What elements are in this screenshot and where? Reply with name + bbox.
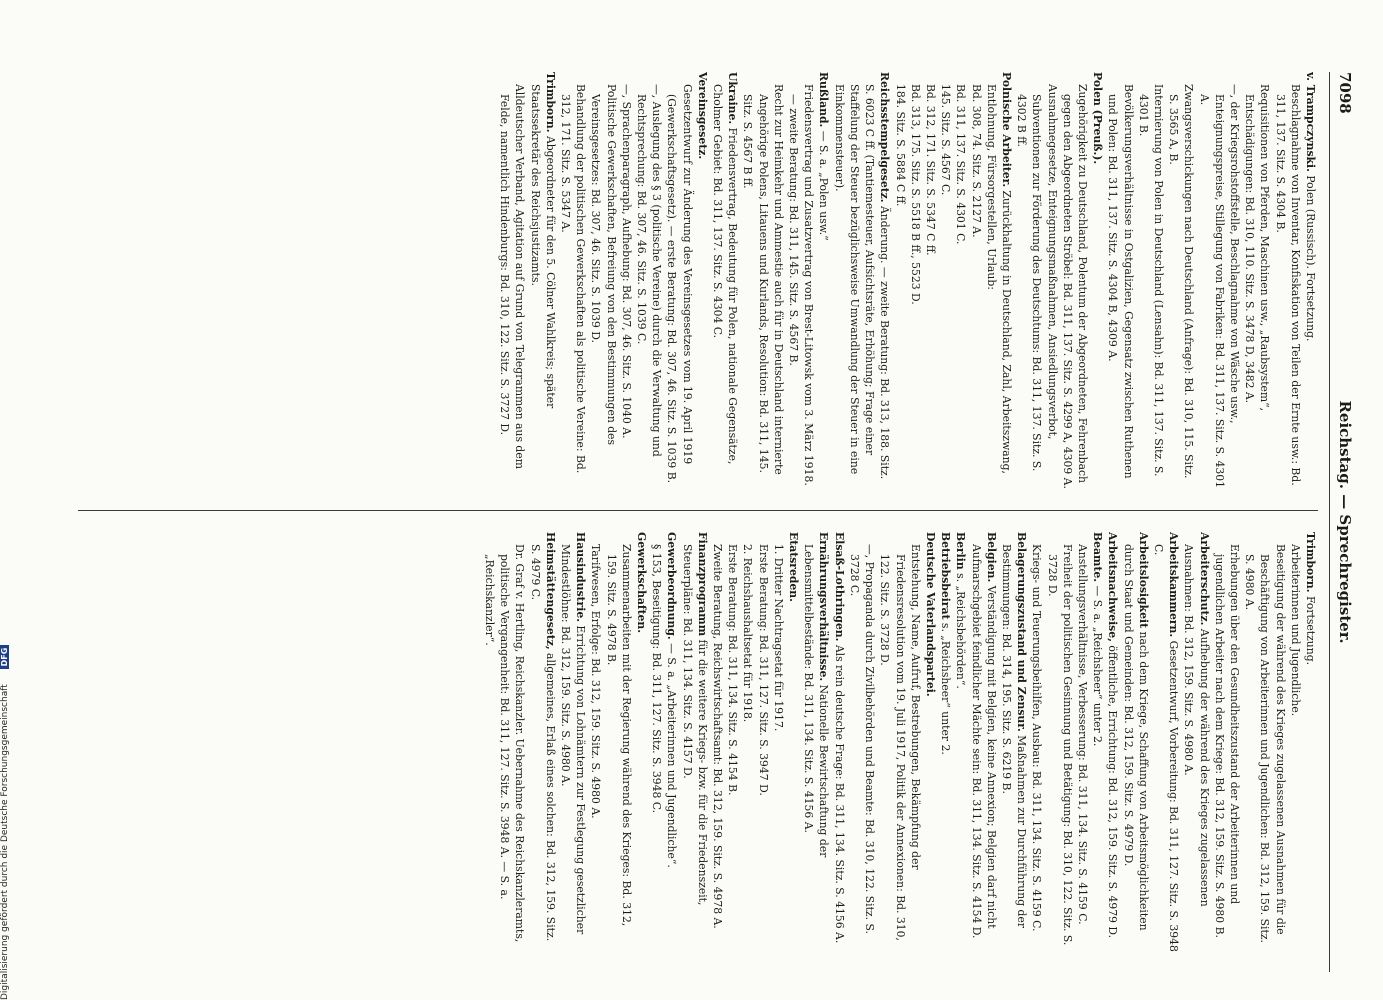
- index-entry: [755, 532, 770, 952]
- entry-text: Arbeiterinnen und Jugendliche.: [1288, 544, 1302, 717]
- entry-text: Änderung. — zweite Beratung: Bd. 313, 188. Sitz. S. 6023 C ff. (Tantiemesteuer, Aufsichtsräte, Erhöhung; Frage einer Staffelung der Steuer bezüglichsweise Umwandlung der Steuer in eine Einkommensteuer).: [832, 84, 892, 480]
- entry-keyword: Arbeitsnachweise,: [1106, 532, 1120, 642]
- entry-text: Kriegs- und Teuerungsbeihilfen, Ausbau: Bd. 311, 134. Sitz. S. 4159 C.: [1030, 544, 1044, 932]
- digitization-note-text: Digitalisierung gefördert durch die Deutsche Forschungsgemeinschaft: [0, 684, 10, 1000]
- entry-text: Polen (Russisch). Fortsetzung.: [1304, 171, 1317, 342]
- entry-text: Zweite Beratung, Reichswirtschaftsamt: Bd. 312, 159. Sitz. S. 4978 A.: [711, 544, 725, 929]
- entry-text: Zwangsverschickungen nach Deutschland (Anfrage): Bd. 310, 115. Sitz. S. 3565 A, B.: [1167, 84, 1196, 479]
- header-rule: [1329, 72, 1330, 972]
- entry-keyword: Finanzprogramm: [695, 532, 709, 637]
- index-entry: [740, 72, 786, 492]
- entry-keyword: Belagerungszustand und Zensur.: [1015, 532, 1029, 732]
- index-entry: [497, 72, 527, 492]
- entry-text: Beseitigung der während des Krieges zugelassenen Ausnahmen für die Beschäftigung von Arbeiterinnen und Jugendlichen: Bd. 312, 159. Sitz. S. 4980 A.: [1243, 544, 1287, 943]
- index-entry: [847, 532, 877, 952]
- entry-keyword: Hausindustrie.: [574, 532, 588, 622]
- index-entry: [1075, 532, 1090, 952]
- entry-text: — S. a. „Arbeiterinnen und Jugendliche“.: [665, 639, 679, 868]
- entry-text: Zugehörigkeit zu Deutschland, Polentum der Abgeordneten, Fehrenbach gegen den Abgeordneten Ströbel: Bd. 311, 137. Sitz. S. 4299 A, 4309 A.: [1060, 84, 1089, 489]
- entry-keyword: Heimstättengesetz,: [543, 532, 557, 650]
- index-entry: [1288, 532, 1303, 952]
- index-entry: [710, 532, 725, 952]
- entry-keyword: Polen (Preuß.).: [1091, 72, 1105, 165]
- entry-keyword: Deutsche Vaterlandspartei.: [923, 532, 937, 697]
- entry-text: Errichtung von Lohnämtern zur Festlegung gesetzlicher Mindestlöhne: Bd. 312, 159. Sitz. S. 4980 A.: [559, 544, 588, 935]
- index-entry: [679, 532, 709, 952]
- index-entry: [968, 72, 983, 492]
- entry-text: Als rein deutsche Frage: Bd. 311, 134. Sitz. S. 4156 A.: [832, 641, 846, 944]
- right-column: [78, 532, 1318, 952]
- index-entry: [938, 532, 953, 952]
- entry-text: Verständigung mit Belgien, keine Annexion; Belgien darf nicht Aufmarschgebiet feindlicher Mächte sein: Bd. 311, 134. Sitz. S. 4154 D.: [969, 544, 998, 939]
- index-entry: [588, 532, 603, 952]
- index-entry: [1090, 72, 1105, 492]
- entry-keyword: Trimborn.: [1304, 532, 1317, 593]
- left-column: [78, 72, 1318, 492]
- entry-keyword: Ukraine.: [726, 72, 740, 125]
- entry-text: Gesetzentwurf zur Änderung des Vereinsgesetzes vom 19. April 1919 (Gewerkschaftsgesetz). — erste Beratung: Bd. 307, 46. Sitz. S. 1039 B.: [665, 84, 694, 484]
- entry-text: s. „Reichsheer“ unter 2.: [939, 619, 953, 755]
- index-entry: [832, 532, 847, 952]
- entry-text: Beschlagnahme von Inventar, Konfiskation von Teilen der Ernte usw.: Bd. 311, 137. Sitz. S. 4304 B.: [1273, 84, 1302, 486]
- index-entry: [1181, 532, 1211, 952]
- index-entry: [634, 72, 664, 492]
- entry-keyword: Etatsreden.: [787, 532, 801, 602]
- index-entry: [649, 532, 664, 952]
- index-entry: [832, 72, 893, 492]
- page-number: 7098: [1336, 72, 1354, 114]
- index-entry: [923, 72, 938, 492]
- entry-text: Entstehung, Name, Aufruf, Bestrebungen, Bekämpfung der Friedensresolution vom 19. Juli 1917, Politik der Annexionen: Bd. 310, 122. Sitz. S. 3728 D.: [878, 544, 922, 941]
- entry-text: Politische Gewerkschaften, Befreiung von den Bestimmungen des Vereinsgesetzes: Bd. 307, 46. Sitz. S. 1039 D.: [589, 84, 618, 446]
- index-entry: [588, 72, 618, 492]
- entry-text: Aufhebung der während des Krieges zugelassenen Ausnahmen: Bd. 312, 159. Sitz. S. 4980 A.: [1182, 544, 1211, 907]
- entry-text: allgemeines, Erlaß eines solchen: Bd. 312, 159. Sitz. S. 4979 C.: [528, 544, 557, 942]
- entry-keyword: Belgien.: [984, 532, 998, 583]
- entry-text: Tarifwesen, Erfolge: Bd. 312, 159. Sitz. S. 4980 A.: [589, 544, 603, 819]
- entry-text: nach dem Kriege, Schaffung von Arbeitsmöglichkeiten durch Staat und Gemeinden: Bd. 312, 159. Sitz. S. 4979 D.: [1121, 544, 1150, 931]
- index-entry: [968, 532, 998, 952]
- index-entry: [1060, 72, 1090, 492]
- index-entry: [1105, 72, 1135, 492]
- entry-text: Anstellungsverhältnisse, Verbesserung: Bd. 311, 134. Sitz. S. 4159 C.: [1075, 544, 1089, 925]
- index-entry: [527, 72, 557, 492]
- index-entry: [740, 532, 755, 952]
- index-entry: [1242, 72, 1272, 492]
- entry-text: Fortsetzung.: [1304, 592, 1317, 666]
- index-entry: [558, 532, 588, 952]
- index-entry: [1303, 532, 1318, 952]
- index-entry: [1029, 532, 1044, 952]
- entry-keyword: Reichsstempelgesetz.: [878, 72, 892, 203]
- entry-keyword: Beamte.: [1091, 532, 1105, 583]
- entry-keyword: Vereinsgesetz.: [695, 72, 709, 160]
- index-entry: [482, 532, 528, 952]
- entry-text: öffentliche, Errichtung: Bd. 312, 159. Sitz. S. 4979 D.: [1106, 641, 1120, 939]
- index-entry: [725, 532, 740, 952]
- entry-keyword: Gewerbeordnung.: [665, 532, 679, 640]
- index-entry: [984, 72, 1014, 492]
- index-entry: [527, 532, 557, 952]
- entry-text: —, der Kriegsrohstoffstelle, Beschlagnahme von Wäsche usw., Enteignungspreise, Stillegung von Fabriken: Bd. 311, 137. Sitz. S. 4301 A.: [1197, 84, 1241, 489]
- index-entry: [558, 72, 588, 492]
- entry-text: 145. Sitz. S. 4567 C.: [939, 84, 953, 196]
- entry-text: Erste Beratung: Bd. 311, 134. Sitz. S. 4154 B.: [726, 544, 740, 796]
- entry-text: Bd. 313, 175. Sitz. S. 5518 B ff., 5523 D.: [908, 84, 922, 305]
- entry-text: Erhebungen über den Gesundheitszustand der Arbeiterinnen und jugendlichen Arbeiter nach dem Kriege: Bd. 312, 159. Sitz. S. 4980 B.: [1212, 544, 1241, 938]
- index-entry: [1272, 72, 1302, 492]
- index-entry: [801, 532, 831, 952]
- entry-text: Recht zur Heimkehr und Ammestie auch für in Deutschland internierte Angehörige Polens, Litauens und Kurlands, Resolution: Bd. 311, 145. Sitz. S. 4567 B ff.: [741, 84, 785, 475]
- entry-text: —, Auslegung des § 3 (politische Vereine) durch die Verwaltung und Rechtsprechung: Bd. 307, 46. Sitz. S. 1039 C.: [635, 84, 664, 457]
- entry-keyword: Rußland.: [817, 72, 831, 128]
- entry-keyword: Polnische Arbeiter.: [999, 72, 1013, 188]
- entry-text: Dr. Graf v. Hertling, Reichskanzler. Uebernahme des Reichskanzleramts, politische Vergangenheit: Bd. 311, 127. Sitz. S. 3948 A. — S. a. „Reichskanzler“.: [483, 544, 527, 943]
- index-entry: [664, 532, 679, 952]
- entry-keyword: Elsaß-Lothringen.: [832, 532, 846, 642]
- index-entry: [786, 72, 816, 492]
- entry-text: Zusammenarbeiten mit der Regierung während des Krieges: Bd. 312, 159. Sitz. S. 4978 B.: [604, 544, 633, 927]
- entry-text: 2. Reichshaushaltsetat für 1918.: [741, 544, 755, 723]
- rotated-page-content: [68, 72, 1358, 972]
- entry-text: Bd. 312, 171. Sitz. S. 5347 C ff.: [923, 84, 937, 256]
- entry-keyword: Gewerkschaften.: [635, 532, 649, 634]
- index-entry: [938, 72, 953, 492]
- index-entry: [1136, 72, 1166, 492]
- entry-text: Abgeordneter für den 5. Cölner Wahlkreis; später Staatssekretär des Reichsjustizamts.: [528, 84, 557, 409]
- index-entry: [953, 532, 968, 952]
- entry-text: 1. Dritter Nachtragsetat für 1917.: [771, 544, 785, 732]
- page-title: Reichstag. — Sprechregister.: [1336, 400, 1354, 644]
- entry-text: —, Sprachenparagraph, Aufhebung: Bd. 307, 46. Sitz. S. 1040 A.: [619, 84, 633, 439]
- page-header: [1328, 72, 1358, 972]
- index-entry: [999, 532, 1029, 952]
- index-entry: [619, 72, 634, 492]
- entry-keyword: Betriebsbeirat: [939, 532, 953, 620]
- entry-text: Freiheit der politischen Gesinnung und Betätigung: Bd. 310, 122. Sitz. S. 3728 D.: [1045, 544, 1074, 946]
- index-entry: [603, 532, 633, 952]
- index-entry: [1105, 532, 1120, 952]
- index-entry: [1212, 532, 1242, 952]
- index-entry: [1166, 72, 1196, 492]
- index-entry: [1014, 72, 1060, 492]
- side-note-wrapper: [0, 0, 14, 1000]
- entry-text: Bevölkerungsverhältnisse in Ostgalizien, Gegensatz zwischen Ruthenen und Polen: Bd. 311, 137. Sitz. S. 4304 B, 4309 A.: [1106, 84, 1135, 479]
- entry-text: Zurückhaltung in Deutschland, Zahl, Arbeitszwang, Entlohnung, Fürsorgestellen, Urlaub:: [984, 84, 1013, 474]
- index-entry: [695, 72, 710, 492]
- index-entry: [664, 72, 694, 492]
- index-entry: [710, 72, 740, 492]
- entry-text: Maßnahmen zur Durchführung der Bestimmungen: Bd. 314, 195. Sitz. S. 6219 B.: [999, 544, 1029, 929]
- column-divider: [78, 510, 1318, 511]
- index-entry: [1044, 532, 1074, 952]
- index-entry: [1151, 532, 1181, 952]
- entry-text: Requisitionen von Pferden, Maschinen usw., „Raubsystem“, Entschädigungen: Bd. 310, 110. Sitz. S. 3478 D, 3482 A.: [1243, 84, 1272, 412]
- index-entry: [877, 532, 923, 952]
- entry-text: für die weitere Kriegs- bzw. für die Friedenszeit, Steuerpläne: Bd. 311, 134. Sitz. S. 4157 D.: [680, 544, 709, 906]
- entry-text: Bd. 311, 137. Sitz. S. 4301 C.: [954, 84, 968, 245]
- entry-text: s. „Reichsbehörden“.: [954, 569, 968, 689]
- entry-text: Nationelle Bewirtschaftung der Lebensmittelbestände: Bd. 311, 134. Sitz. S. 4156 A.: [802, 544, 831, 858]
- index-entry: [1120, 532, 1150, 952]
- index-entry: [923, 532, 938, 952]
- index-entry: [634, 532, 649, 952]
- index-entry: [1090, 532, 1105, 952]
- entry-text: Internierung von Polen in Deutschland (Lensahn): Bd. 311, 137. Sitz. S. 4301 B.: [1136, 84, 1165, 477]
- entry-text: Ausnahmegesetze, Enteignungsmaßnahmen, Ansiedlungsverbot, Subventionen zur Förderung des Deutschtums: Bd. 311, 137. Sitz. S. 4302 B ff.: [1015, 84, 1059, 472]
- entry-text: Alldeutscher Verband, Agitation auf Grund von Telegrammen aus dem Felde, namentlich Hindenburgs: Bd. 310, 122. Sitz. S. 3727 D.: [498, 84, 527, 469]
- index-entry: [786, 532, 801, 952]
- entry-text: — S. a. „Polen usw.“: [817, 127, 831, 241]
- digitization-note: [0, 0, 10, 1000]
- entry-text: Bd. 308, 74. Sitz. S. 2127 A.: [969, 84, 983, 238]
- index-entry: [953, 72, 968, 492]
- index-entry: [892, 72, 907, 492]
- entry-text: —, Propaganda durch Zivilbehörden und Beamte: Bd. 310, 122. Sitz. S. 3728 C.: [847, 544, 877, 934]
- entry-text: Gesetzentwurf, Vorbereitung: Bd. 311, 127. Sitz. S. 3948 C.: [1151, 544, 1181, 952]
- index-entry: [1242, 532, 1288, 952]
- entry-text: § 153, Beseitigung: Bd. 311, 127. Sitz. S. 3948 C.: [650, 544, 664, 814]
- index-entry: [771, 532, 786, 952]
- entry-keyword: Arbeitslosigkeit: [1136, 532, 1150, 629]
- entry-keyword: Berlin: [954, 532, 968, 570]
- entry-text: — S. a. „Reichsheer“ unter 2.: [1091, 582, 1105, 747]
- entry-text: Behandlung der politischen Gewerkschaften als politische Vereine: Bd. 312, 171. Sitz. S. 5347 A.: [559, 84, 588, 474]
- dfg-logo: DFG: [0, 645, 9, 670]
- entry-text: Friedensvertrag, Bedeutung für Polen, nationale Gegensätze, Cholmer Gebiet: Bd. 311, 137. Sitz. S. 4304 C.: [711, 84, 740, 465]
- entry-text: Friedensvertrag und Zusatzvertrag von Brest-Litowsk vom 3. März 1918. — zweite Beratung: Bd. 311, 145. Sitz. S. 4567 B.: [787, 84, 816, 486]
- entry-keyword: Arbeitskammern.: [1167, 532, 1181, 638]
- index-entry: [908, 72, 923, 492]
- index-entry: [1196, 72, 1242, 492]
- index-entry: [816, 72, 831, 492]
- entry-text: 184. Sitz. S. 5884 C ff.: [893, 84, 907, 207]
- entry-keyword: v. Trampczynski.: [1304, 72, 1317, 172]
- entry-text: Erste Beratung: Bd. 311, 127. Sitz. S. 3947 D.: [756, 544, 770, 796]
- entry-keyword: Trimborn.: [543, 72, 557, 133]
- index-entry: [1303, 72, 1318, 492]
- entry-keyword: Arbeiterschutz.: [1197, 532, 1211, 626]
- entry-keyword: Ernährungsverhältnisse.: [817, 532, 831, 682]
